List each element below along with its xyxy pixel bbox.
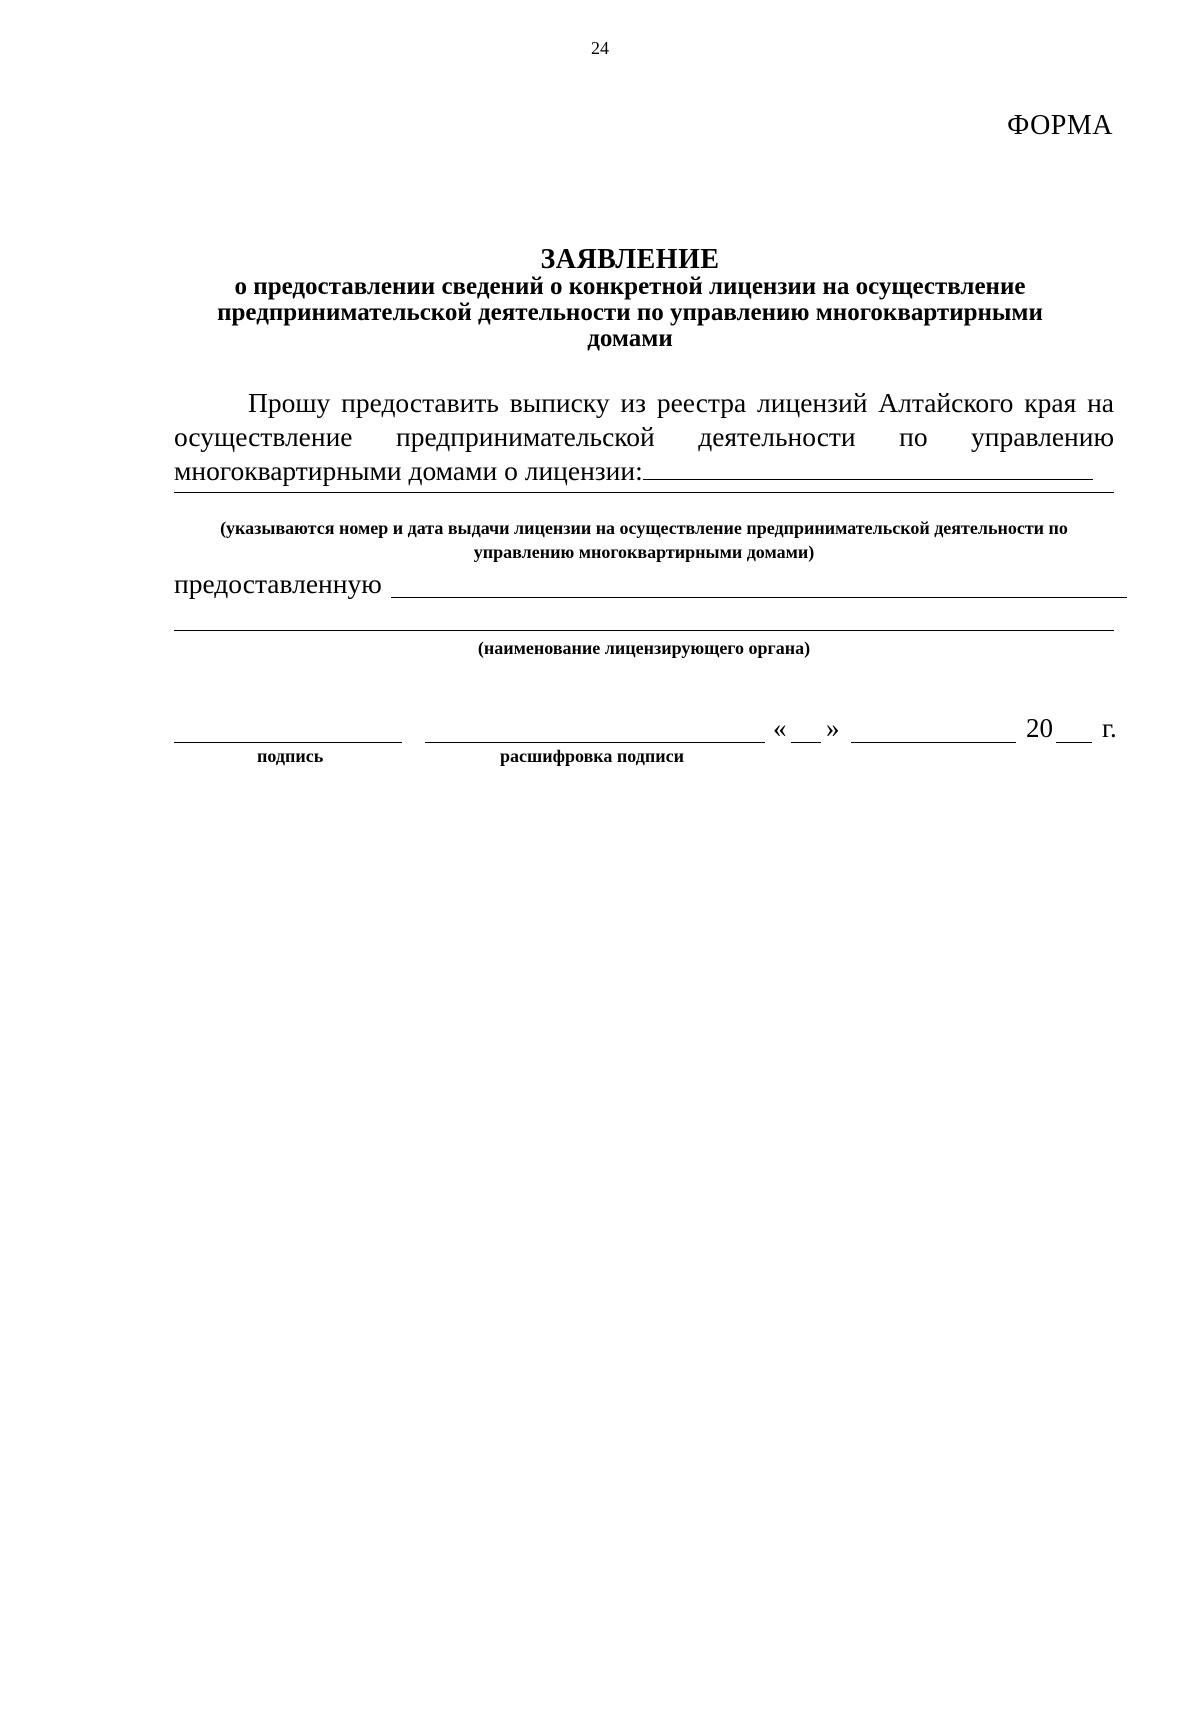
signature-decoding-field[interactable] [425, 742, 765, 743]
title-line-3: домами [587, 325, 673, 352]
decoding-caption: расшифровка подписи [500, 746, 684, 766]
request-text-ending: многоквартирными домами о лицензии: [174, 455, 643, 486]
date-year-field[interactable] [1056, 742, 1092, 743]
date-year-prefix: 20 [1026, 713, 1053, 743]
date-day-field[interactable] [791, 742, 821, 743]
license-field-caption [174, 516, 1114, 564]
date-close-quote: » [826, 713, 840, 743]
request-text-line-2 [174, 454, 1114, 488]
signature-field[interactable] [174, 742, 402, 743]
authority-field-line[interactable] [174, 630, 1114, 631]
date-month-field[interactable] [851, 742, 1016, 743]
provided-row [174, 568, 382, 600]
title-main: ЗАЯВЛЕНИЕ [540, 244, 720, 275]
authority-caption: (наименование лицензирующего органа) [477, 638, 811, 658]
license-field-line[interactable] [174, 492, 1114, 493]
form-label: ФОРМА [1007, 110, 1113, 141]
date-open-quote: « [773, 713, 787, 743]
document-title [150, 246, 1110, 352]
license-caption-line-2: управлению многоквартирными домами) [473, 542, 815, 562]
provided-label: предоставленную [174, 568, 382, 599]
provided-field-inline[interactable] [391, 597, 1127, 598]
license-caption-line-1: (указываются номер и дата выдачи лицензии на осуществление предпринимательской деятельности по [220, 518, 1068, 538]
date-year-suffix: г. [1102, 713, 1117, 743]
request-paragraph [174, 386, 1114, 488]
signature-caption: подпись [257, 746, 324, 766]
page-number: 24 [591, 38, 609, 58]
title-line-2: предпринимательской деятельности по управлению многоквартирными [217, 299, 1043, 326]
license-field-inline[interactable] [643, 479, 1093, 480]
title-line-1: о предоставлении сведений о конкретной лицензии на осуществление [234, 273, 1026, 300]
request-text-line-1: Прошу предоставить выписку из реестра лицензий Алтайского края на осуществление предпринимательской деятельности по управлению [174, 387, 1114, 452]
